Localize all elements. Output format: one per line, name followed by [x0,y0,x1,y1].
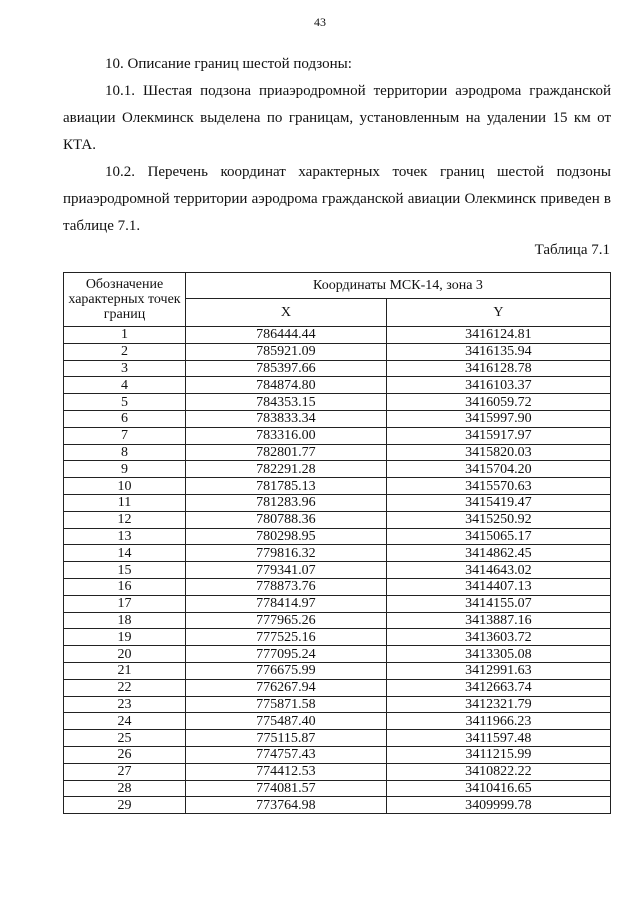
point-number-cell: 20 [64,646,186,663]
table-row [64,377,611,394]
point-number-cell: 27 [64,763,186,780]
y-coordinate-cell: 3414862.45 [386,545,610,562]
y-coordinate-cell: 3411597.48 [386,730,610,747]
y-coordinate-cell: 3415419.47 [386,494,610,511]
x-coordinate-cell: 777525.16 [186,629,387,646]
table-row [64,629,611,646]
x-coordinate-cell: 778873.76 [186,578,387,595]
y-coordinate-cell: 3416059.72 [386,394,610,411]
y-coordinate-cell: 3411966.23 [386,713,610,730]
x-coordinate-cell: 783833.34 [186,410,387,427]
x-coordinate-cell: 780788.36 [186,511,387,528]
y-coordinate-cell: 3416135.94 [386,343,610,360]
coordinates-table [63,272,611,814]
x-coordinate-cell: 783316.00 [186,427,387,444]
point-number-cell: 15 [64,562,186,579]
table-row [64,494,611,511]
point-number-cell: 22 [64,679,186,696]
x-coordinate-cell: 777095.24 [186,646,387,663]
y-coordinate-cell: 3415250.92 [386,511,610,528]
table-row [64,578,611,595]
y-coordinate-cell: 3416128.78 [386,360,610,377]
point-number-cell: 4 [64,377,186,394]
point-number-cell: 10 [64,478,186,495]
x-coordinate-cell: 785921.09 [186,343,387,360]
table-row [64,763,611,780]
y-coordinate-cell: 3410416.65 [386,780,610,797]
x-coordinate-cell: 782801.77 [186,444,387,461]
point-number-cell: 25 [64,730,186,747]
y-coordinate-cell: 3413603.72 [386,629,610,646]
point-number-cell: 28 [64,780,186,797]
table-row [64,696,611,713]
y-coordinate-cell: 3411215.99 [386,746,610,763]
x-coordinate-cell: 774081.57 [186,780,387,797]
y-coordinate-cell: 3412991.63 [386,662,610,679]
table-row [64,646,611,663]
paragraph-10-1: 10.1. Шестая подзона приаэродромной территории аэродрома гражданской авиации Олекминск выделена по границам, установленным на удалении 15 км от КТА. [63,83,611,153]
x-coordinate-cell: 782291.28 [186,461,387,478]
x-coordinate-cell: 776267.94 [186,679,387,696]
table-body [64,327,611,814]
table-row [64,394,611,411]
point-number-cell: 12 [64,511,186,528]
table-row [64,713,611,730]
page-number: 43 [314,15,326,29]
point-number-cell: 14 [64,545,186,562]
x-coordinate-cell: 775871.58 [186,696,387,713]
table-row [64,343,611,360]
table-row [64,360,611,377]
x-coordinate-cell: 775115.87 [186,730,387,747]
x-coordinate-cell: 779341.07 [186,562,387,579]
x-coordinate-cell: 779816.32 [186,545,387,562]
table-row [64,612,611,629]
point-number-cell: 2 [64,343,186,360]
point-number-cell: 29 [64,797,186,814]
x-coordinate-cell: 778414.97 [186,595,387,612]
table-row [64,478,611,495]
point-number-cell: 8 [64,444,186,461]
point-number-cell: 7 [64,427,186,444]
x-coordinate-cell: 780298.95 [186,528,387,545]
point-number-cell: 16 [64,578,186,595]
point-number-cell: 11 [64,494,186,511]
point-number-cell: 19 [64,629,186,646]
point-number-cell: 23 [64,696,186,713]
y-coordinate-cell: 3415570.63 [386,478,610,495]
table-row [64,444,611,461]
point-number-cell: 17 [64,595,186,612]
y-coordinate-cell: 3412321.79 [386,696,610,713]
x-coordinate-cell: 774757.43 [186,746,387,763]
column-header-x: X [186,299,387,327]
table-row [64,730,611,747]
y-coordinate-cell: 3413305.08 [386,646,610,663]
table-row [64,511,611,528]
point-number-cell: 6 [64,410,186,427]
table-row [64,679,611,696]
table-row [64,545,611,562]
y-coordinate-cell: 3415917.97 [386,427,610,444]
y-coordinate-cell: 3416124.81 [386,327,610,344]
y-coordinate-cell: 3409999.78 [386,797,610,814]
x-coordinate-cell: 784874.80 [186,377,387,394]
point-number-cell: 26 [64,746,186,763]
table-row [64,461,611,478]
y-coordinate-cell: 3414643.02 [386,562,610,579]
x-coordinate-cell: 781785.13 [186,478,387,495]
section-heading: 10. Описание границ шестой подзоны: [105,56,352,72]
x-coordinate-cell: 786444.44 [186,327,387,344]
x-coordinate-cell: 775487.40 [186,713,387,730]
x-coordinate-cell: 773764.98 [186,797,387,814]
point-number-cell: 9 [64,461,186,478]
column-header-point-label: Обозначение характерных точек границ [64,273,186,327]
point-number-cell: 3 [64,360,186,377]
point-number-cell: 5 [64,394,186,411]
x-coordinate-cell: 784353.15 [186,394,387,411]
y-coordinate-cell: 3416103.37 [386,377,610,394]
y-coordinate-cell: 3414155.07 [386,595,610,612]
y-coordinate-cell: 3415997.90 [386,410,610,427]
x-coordinate-cell: 785397.66 [186,360,387,377]
y-coordinate-cell: 3413887.16 [386,612,610,629]
table-row [64,662,611,679]
y-coordinate-cell: 3414407.13 [386,578,610,595]
point-number-cell: 18 [64,612,186,629]
paragraph-10-2: 10.2. Перечень координат характерных точек границ шестой подзоны приаэродромной территории аэродрома гражданской авиации Олекминск приведен в таблице 7.1. [63,164,611,234]
table-row [64,427,611,444]
table-row [64,797,611,814]
column-header-coordinate-system: Координаты МСК-14, зона 3 [186,273,611,299]
point-number-cell: 21 [64,662,186,679]
y-coordinate-cell: 3415820.03 [386,444,610,461]
table-row [64,746,611,763]
y-coordinate-cell: 3412663.74 [386,679,610,696]
point-number-cell: 24 [64,713,186,730]
table-caption: Таблица 7.1 [534,242,610,258]
point-number-cell: 1 [64,327,186,344]
y-coordinate-cell: 3410822.22 [386,763,610,780]
y-coordinate-cell: 3415704.20 [386,461,610,478]
column-header-y: Y [386,299,610,327]
point-number-cell: 13 [64,528,186,545]
x-coordinate-cell: 774412.53 [186,763,387,780]
x-coordinate-cell: 777965.26 [186,612,387,629]
table-row [64,562,611,579]
y-coordinate-cell: 3415065.17 [386,528,610,545]
x-coordinate-cell: 781283.96 [186,494,387,511]
table-row [64,410,611,427]
table-row [64,780,611,797]
table-row [64,528,611,545]
table-row [64,327,611,344]
table-row [64,595,611,612]
x-coordinate-cell: 776675.99 [186,662,387,679]
